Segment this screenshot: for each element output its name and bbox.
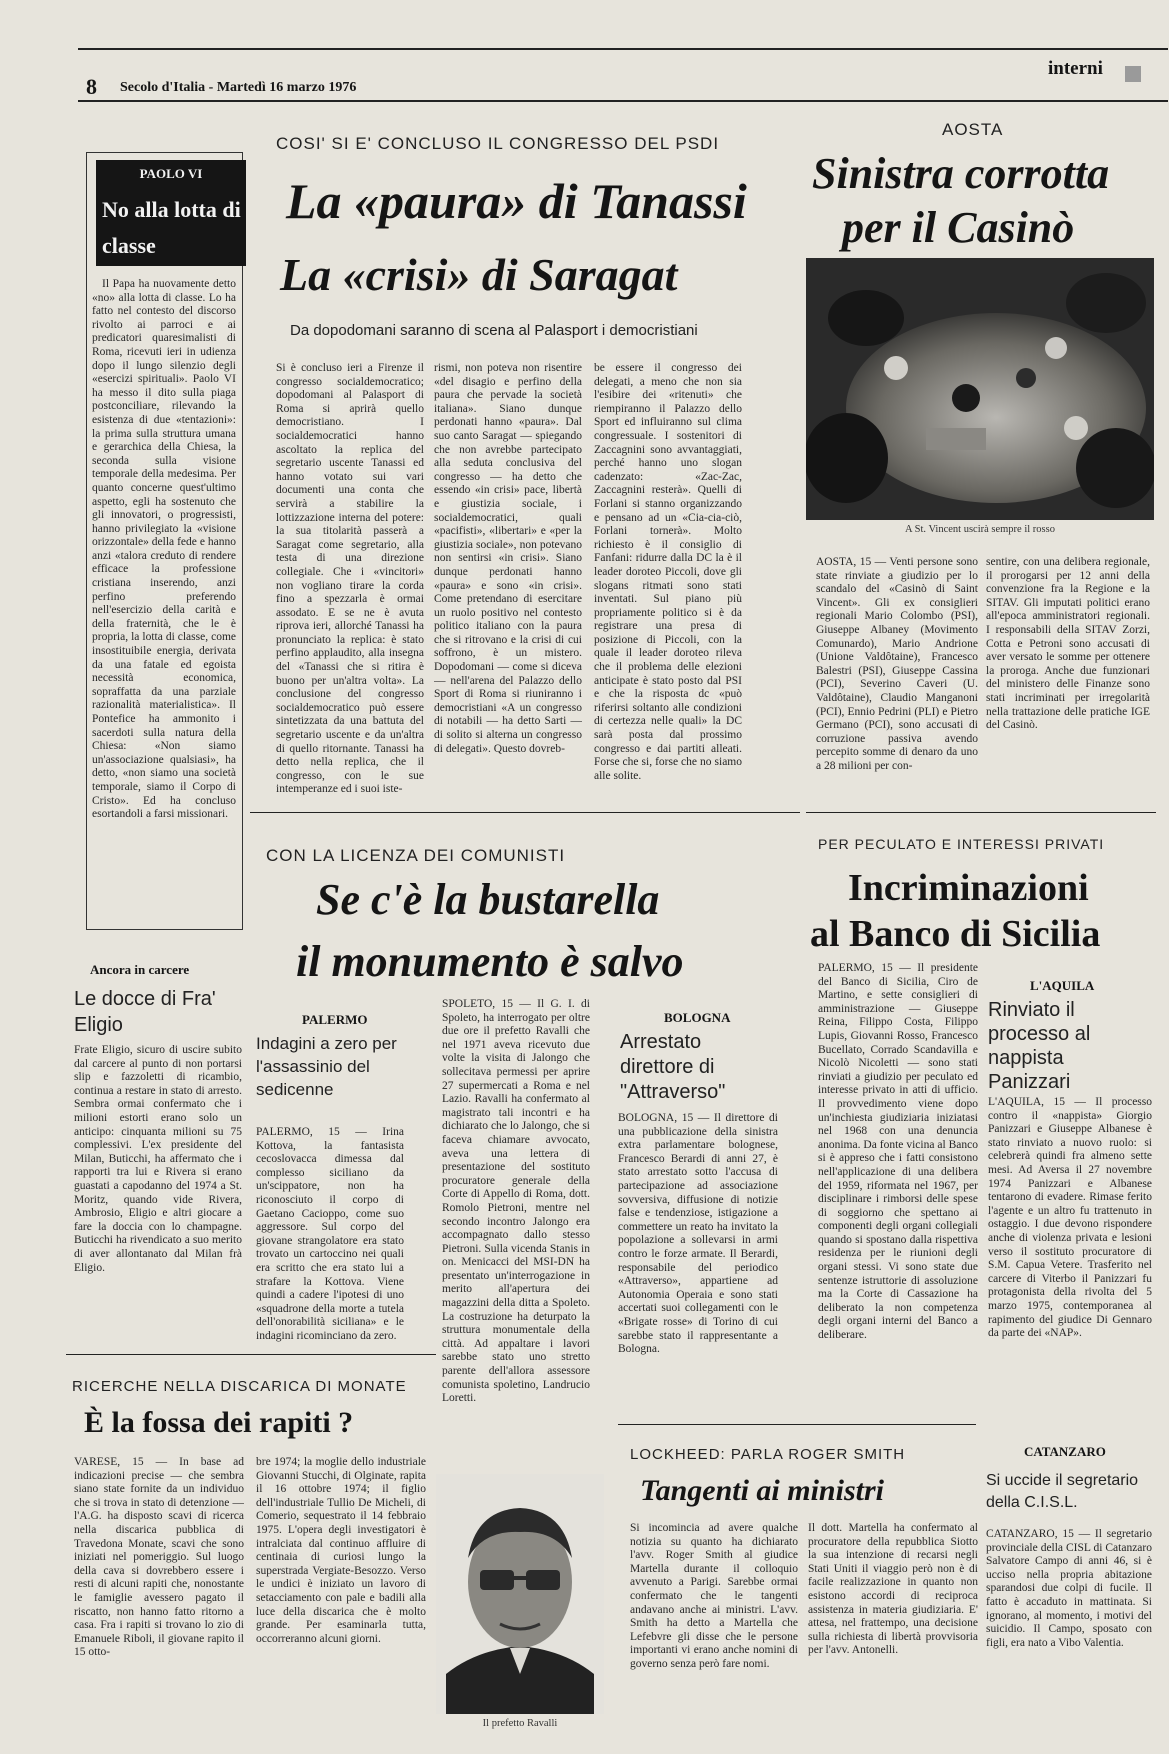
bustarella-kicker: CON LA LICENZA DEI COMUNISTI [266,846,566,865]
casino-photo [806,258,1154,520]
ravalli-caption: Il prefetto Ravalli [482,1718,558,1729]
lockheed-title: Tangenti ai ministri [640,1474,884,1507]
psdi-title-2: La «crisi» di Saragat [280,249,678,300]
banco-body: PALERMO, 15 — Il presidente del Banco di Sicilia, Ciro de Martino, e sette consiglieri di amministrazione — Giuseppe Reina, Filippo Costa, Filippo Lupis, Giovanni Rosso, Francesco Bucellato, Corrado Scandavilla e Nicolò Nicoletti — sono stati rinviati a giudizio per peculato ed interesse privato in atti di ufficio. Il provvedimento viene dopo un'inchiesta giudiziaria iniziatasi nel 1968 con una denuncia anonima. Da fonte vicina al Banco si è appreso che i fatti consistono nell'applicazione di una delibera del 1959, riformata nel 1967, per disciplinare i rimborsi delle spese di soggiorno che spettano ai componenti degli organi collegiali quando si spostano dalla rispettiva residenza per le riunioni degli organi stessi. Vi sono state due sentenze istruttorie di assoluzione ma la Corte di Cassazione ha deliberato la non competenza degli organi interni del Banco a deliberare. [818,962,978,1342]
aosta-kicker: AOSTA [942,120,1004,139]
page-number: 8 [86,74,97,99]
psdi-title-1: La «paura» di Tanassi [286,173,747,229]
banco-title-2: al Banco di Sicilia [810,913,1101,955]
palermo-title: Indagini a zero per l'assassinio del sedicenne [256,1034,397,1099]
banco-title-1: Incriminazioni [848,867,1089,909]
aquila-title: Rinviato il processo al nappista Panizzari [988,999,1091,1093]
lockheed-col-2: Il dott. Martella ha confermato al procuratore della repubblica Siotto la sua intenzione di recarsi negli Stati Uniti il viaggio però non è di facile realizzazione in quanto non esistono accordi di reciproca assistenza in materia giudiziaria. E' attesa, nel frattempo, una decisione sulla richiesta di libertà provvisoria per l'avv. Antonelli. [808,1522,978,1657]
ravalli-photo [436,1474,604,1714]
monate-col-1: VARESE, 15 — In base ad indicazioni precise — che sembra siano state fornite da un individuo che si trova in stato di detenzione — l'A.G. ha disposto scavi di ricerca nella discarica pubblica di Travedona Monate, scavi che sono iniziati nel pomeriggio. Sul luogo della cava si dovrebbero essere i resti di alcuni rapiti che, nonostante le famiglie avessero pagato il riscatto, non hanno fatto ritorno a casa. Fra i rapiti si trovano lo zio di Emanuele Riboli, il giovane rapito il 15 otto- [74,1456,244,1659]
psdi-subtitle: Da dopodomani saranno di scena al Palasport i democristiani [290,322,698,339]
monate-title: È la fossa dei rapiti ? [84,1406,354,1439]
lockheed-kicker: LOCKHEED: PARLA ROGER SMITH [630,1446,906,1463]
catanzaro-body: CATANZARO, 15 — Il segretario provinciale della CISL di Catanzaro Salvatore Campo di anni 46, si è ucciso nella propria abitazione sparandosi due colpi di fucile. Il fatto è accaduto in mattinata. Si ignorano, al momento, i motivi del suicidio. Il Campo, sposato con figli, era nato a Vibo Valentia. [986,1528,1152,1649]
palermo-label: PALERMO [302,1012,368,1027]
catanzaro-title: Si uccide il segretario della C.I.S.L. [986,1472,1139,1511]
paolo-label: PAOLO VI [139,166,203,181]
section-marker [1125,66,1141,82]
psdi-col-1: Si è concluso ieri a Firenze il congresso socialdemocratico; dopodomani al Palasport di Roma si aprirà quello democristiano. I socialdemocratici hanno ascoltato la replica del segretario uscente Tanassi ed hanno votato sui vari documenti una conta che servirà a stabilire la lottizzazione interna del potere: la sua titolarità passerà a Saragat come segretario, alla testa di una direzione collegiale. Che i «vincitori» non vogliano tirare la corda fino a spezzarla è ormai assodato. E se ne è avuta riprova ieri, allorché Tanassi ha pronunciato la replica: è stato perfino applaudito, alla insegna del «Tanassi che si ritira è buono per un'altra volta». La conclusione del congresso socialdemocratico può essere sintetizzata da una battuta del segretario uscente e da un'altra di quello ritornante. Tanassi ha detto nella replica, che il congresso, con le sue intemperanze ed i suoi iste- [276,362,424,796]
bustarella-title-2: il monumento è salvo [296,937,684,986]
aquila-body: L'AQUILA, 15 — Il processo contro il «nappista» Giorgio Panizzari e Giuseppe Albanese è stato rinviato a nuovo ruolo: si celebrerà quindi fra almeno sette mesi. Ad Aversa il 27 novembre 1974 Panizzari e Albanese tentarono di evadere. Rimase ferito l'agente e un altro fu trattenuto in ostaggio. I due devono rispondere anche di violenza privata e lesioni verso il sostituto procuratore di S.M. Capua Vetere. Trasferito nel carcere di Viterbo il Panizzari fu protagonista della rivolta del 5 marzo 1975, contemporanea al rapimento del giudice Di Gennaro da parte dei «NAP». [988,1096,1152,1340]
monate-kicker: RICERCHE NELLA DISCARICA DI MONATE [72,1378,407,1395]
aosta-col-1: AOSTA, 15 — Venti persone sono state rinviate a giudizio per lo scandalo del «Casinò di Saint Vincent». Gli ex consiglieri regionali Mario Colombo (PSI), Giuseppe Albaney (Movimento Comunardo), Mario Andrione (Unione Valdôtaine), Francesco Balestri (PSI), Giuseppe Cassina (PCI), Severino Caveri (U. Valdôtaine), Claudio Manganoni (PCI), Ennio Pedrini (PLI) e Pietro Germano (PCI), sono accusati di corruzione passiva avendo percepito somme di denaro da uno a 28 milioni per con- [816,556,978,772]
eligio-label: Ancora in carcere [90,962,190,977]
bologna-title: Arrestato direttore di "Attraverso" [620,1031,726,1103]
bustarella-title-1: Se c'è la bustarella [316,875,660,924]
banco-kicker: PER PECULATO E INTERESSI PRIVATI [818,836,1105,852]
psdi-col-3: be essere il congresso dei delegati, a meno che non sia l'esibire dei «ritenuti» che riempiranno il Palazzo dello Sport ed influiranno sul clima congressuale. I sostenitori di Zaccagnini sono avvantaggiati, perché hanno uno slogan cadenzato: «Zac-Zac, Zaccagnini resterà». Quelli di Forlani si stanno organizzando e pensano ad un «Cia-cia-ciò, Forlani tornerà». Molto richiesto è il consiglio di Fanfani: ridurre dalla DC la è il leader doroteo Piccoli, dove gli slogans ritmati sono stati inventati. Sul piano più propriamente politico si è da registrare una presa di posizione di Piccoli, con la quale il leader doroteo rileva che il problema delle elezioni anticipate è stato posto dal PSI e che la risposta dc «può riferirsi soltanto alle condizioni di certezza nelle quali» la DC sarà posta dal prossimo congresso e dai partiti alleati. Forse che si, forse che no siamo alle solite. [594,362,742,782]
aosta-title-1: Sinistra corrotta [812,149,1110,198]
section-label: interni [1048,58,1103,79]
paolo-title: No alla lotta di classe [102,197,241,258]
eligio-body: Frate Eligio, sicuro di uscire subito dal carcere al punto di non portarsi slip e fazzoletti di ricambio, continua a restare in stato di arresto. Sembra ormai confermato che i milioni estorti erano solo un anticipo: cinquanta milioni su 75 complessivi. L'ex presidente del Milan, Buticchi, ha affermato che i rapporti tra lui e Rivera si erano guastati a capodanno del 1974 a St. Moritz, quando vide Rivera, Ambrosio, Eligio e altri giocare a fare la doccia con lo champagne. Buticchi ha rivendicato a suo merito di aver allontanato dal Milan frà Eligio. [74,1044,242,1274]
casino-caption: A St. Vincent uscirà sempre il rosso [905,524,1055,535]
paper-line: Secolo d'Italia - Martedì 16 marzo 1976 [120,80,357,95]
eligio-title: Le docce di Fra' Eligio [74,988,216,1036]
psdi-kicker: COSI' SI E' CONCLUSO IL CONGRESSO DEL PSDI [276,134,720,153]
aosta-title-2: per il Casinò [842,203,1075,252]
catanzaro-label: CATANZARO [1024,1444,1106,1459]
aquila-label: L'AQUILA [1030,978,1095,993]
spoleto-body: SPOLETO, 15 — Il G. I. di Spoleto, ha interrogato per oltre due ore il prefetto Ravalli che nel 1971 aveva ricevuto due volte la visita di Jalongo che sollecitava permessi per aprire 27 supermercati a Roma e nel Lazio. Ravalli ha confermato al magistrato tali incontri e ha dichiarato che lo Jalongo, che si faceva chiamare avvocato, aveva una lettera di presentazione del sostituto procuratore generale della Corte di Appello di Roma, dott. Romolo Pietroni, mentre nel secondo incontro Jalongo era accompagnato dallo stesso Pietroni. Sulla vicenda Stanis in on. Menicacci del MSI-DN ha presentato un'interrogazione in merito all'apertura dei magazzini della ditta a Spoleto. La costruzione ha deturpato la struttura monumentale della città. Ad appaltare i lavori sarebbe stato uno stretto parente dell'allora assessore comunista spoletino, Landrucio Loretti. [442,998,590,1405]
bologna-body: BOLOGNA, 15 — Il direttore di una pubblicazione della sinistra extra parlamentare bolognese, Francesco Berardi di anni 27, è stato arrestato sotto l'accusa di partecipazione ad associazione sovversiva, diffusione di notizie false e tendenziose, istigazione a commettere un reato ha invitato la popolazione a sollevarsi in armi contro le forze armate. Il Berardi, responsabile del periodico «Attraverso», appartiene ad Autonomia Operaia e sono stati accertati suoi collegamenti con le «Brigate rosse» di Torino di cui sarebbe stato il rappresentante a Bologna. [618,1112,778,1356]
paolo-body: Il Papa ha nuovamente detto «no» alla lotta di classe. Lo ha fatto nel contesto del discorso rivolto ai parroci e ai predicatori quaresimalisti di Roma, ricevuti ieri in udienza dopo il lungo silenzio degli «esercizi spirituali». Paolo VI ha messo il dito sulla piaga postconciliare, rilevando la esistenza di due «tentazioni»: la prima sulla struttura umana e gerarchica della Chiesa, la seconda sulla visione temporale della medesima. Per quanto concerne quest'ultimo aspetto, egli ha sostenuto che gli innovatori, o progressisti, hanno privilegiato la «visione orizzontale» della fede e hanno anzi «talora creduto di rendere efficace la professione cristiana inserendo, anzi perfino preferendo nell'esercizio della carità e della fraternità, che le è propria, la lotta di classe, come insostituibile energia, derivata da una fatale ed egoista necessità economica, sopraffatta da una parziale razionalità materialistica». Il Pontefice ha ammonito i sacerdoti sulla natura della Chiesa: «Non siamo un'associazione qualsiasi», ha detto, «non siamo una società temporale, siamo il Corpo di Cristo». Ed ha concluso esortandoli a farsi missionari. [92,278,236,821]
palermo-body: PALERMO, 15 — Irina Kottova, la fantasista cecoslovacca dimessa dal complesso siciliano da un'scippatore, non ha riconosciuto il corpo di Gaetano Cacioppo, come suo aggressore. Sul corpo del giovane strangolatore era stato trovato un cartoccino nei quali era scritto che era stato lui a strafare la Kottova. Viene quindi a cadere l'ipotesi di uno «squadrone della morte a tutela dell'onorabilità siciliana» e le indagini ricominciano da zero. [256,1126,404,1342]
bologna-label: BOLOGNA [664,1010,731,1025]
monate-col-2: bre 1974; la moglie dello industriale Giovanni Stucchi, di Olginate, rapita il 16 ottobre 1974; il figlio dell'industriale Tullio De Micheli, di Comerio, sequestrato il 14 febbraio 1975. L'opera degli investigatori è intralciata dal continuo affluire di centinaia di curiosi lungo la superstrada Vergiate-Besozzo. Verso le undici è iniziato un lavoro di setacciamento con pale e badili alla luce della discarica che è molto grande. Per esaminarla tutta, occorreranno alcuni giorni. [256,1456,426,1645]
lockheed-col-1: Si incomincia ad avere qualche notizia su quanto ha dichiarato l'avv. Roger Smith al giudice Martella durante il colloquio avvenuto a Parigi. Sarebbe ormai confermato che le tangenti andavano anche ai ministri. L'avv. Smith ha detto a Martella che Lefebvre gli disse che le persone importanti vi erano anche nomini di governo senza però fare nomi. [630,1522,798,1670]
aosta-col-2: sentire, con una delibera regionale, il prorogarsi per 12 anni della convenzione fra la Regione e la SITAV. Gli imputati politici erano all'epoca amministratori regionali. I responsabili della SITAV Zorzi, Cotta e Petroni sono accusati di aver versato le somme per ottenere la proroga. Anche due funzionari del ministero delle Finanze sono stati incriminati per irregolarità nella trattazione delle pratiche IGE del Casinò. [986,556,1150,732]
psdi-col-2: rismi, non poteva non risentire «del disagio e perfino della paura che pervade la società italiana». Siano dunque perdonati hanno «paura». Dal suo canto Saragat — spiegando che non avrebbe partecipato alla seduta conclusiva del congresso — ha detto che essendo «in crisi» pace, libertà e giustizia sociale, i socialdemocratici, quali «pacifisti», «libertari» e «per la giustizia sociale», non potevano non sentirsi «in crisi». Siano dunque perdonati hanno «paura» e sono «in crisi». Come pretendano di esercitare un ruolo positivo nel contesto politico italiano con la paura che si ritrovano e la crisi di cui soffrono, è un mistero. Dopodomani — come si diceva — nell'arena del Palazzo dello Sport di Roma si riuniranno i democristiani «A un congresso di notabili — ha detto Sarti — di solito si alterna un congresso di delegati». Questo dovreb- [434,362,582,755]
